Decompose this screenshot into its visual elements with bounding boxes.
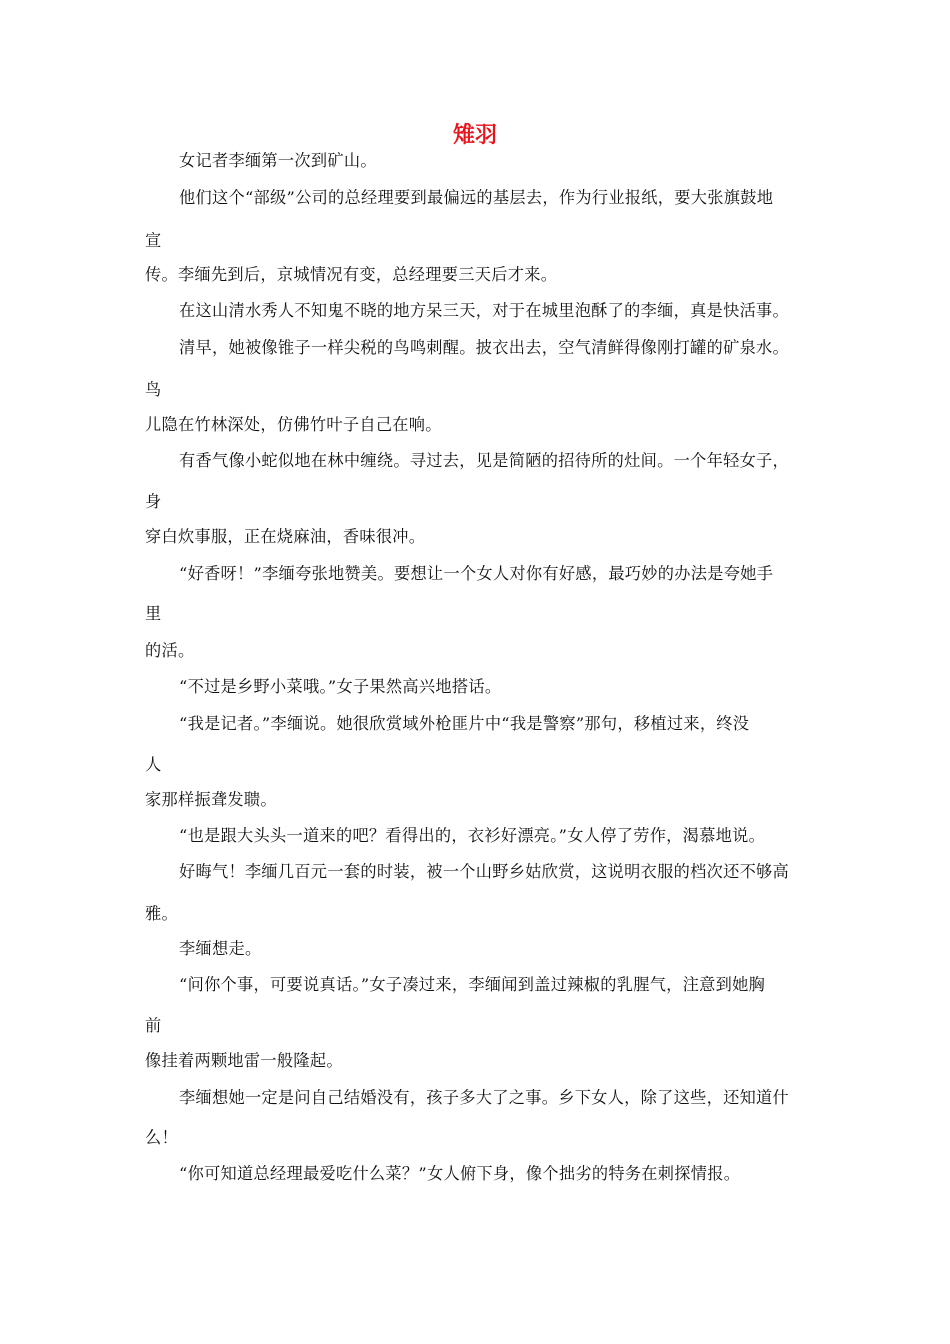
paragraph-line: 他们这个“部级”公司的总经理要到最偏远的基层去，作为行业报纸，要大张旗鼓地 bbox=[179, 188, 774, 207]
paragraph-line: 李缅想走。 bbox=[179, 939, 262, 958]
document-title: 雉羽 bbox=[452, 123, 497, 148]
paragraph-line: “不过是乡野小菜哦。”女子果然高兴地搭话。 bbox=[179, 677, 502, 696]
paragraph-line: 鸟 bbox=[145, 380, 162, 399]
paragraph-line: 像挂着两颗地雷一般隆起。 bbox=[145, 1051, 343, 1070]
paragraph-line: “你可知道总经理最爱吃什么菜？”女人俯下身，像个拙劣的特务在刺探情报。 bbox=[179, 1164, 741, 1183]
paragraph-line: 人 bbox=[145, 755, 162, 774]
paragraph-line: 么！ bbox=[145, 1128, 178, 1147]
paragraph-line: 家那样振聋发聩。 bbox=[145, 790, 277, 809]
paragraph-line: 的活。 bbox=[145, 641, 195, 660]
paragraph-line: 有香气像小蛇似地在林中缠绕。寻过去，见是简陋的招待所的灶间。一个年轻女子， bbox=[179, 451, 790, 470]
paragraph-line: 雅。 bbox=[145, 904, 178, 923]
paragraph-line: 前 bbox=[145, 1016, 162, 1035]
paragraph-line: 传。李缅先到后，京城情况有变，总经理要三天后才来。 bbox=[145, 265, 558, 284]
paragraph-line: “我是记者。”李缅说。她很欣赏域外枪匪片中“我是警察”那句，移植过来，终没 bbox=[179, 714, 750, 733]
paragraph-line: “问你个事，可要说真话。”女子凑过来，李缅闻到盖过辣椒的乳腥气，注意到她胸 bbox=[179, 975, 766, 994]
paragraph-line: “好香呀！”李缅夸张地赞美。要想让一个女人对你有好感，最巧妙的办法是夸她手 bbox=[179, 564, 774, 583]
paragraph-line: 宣 bbox=[145, 231, 162, 250]
paragraph-line: 好晦气！李缅几百元一套的时装，被一个山野乡姑欣赏，这说明衣服的档次还不够高 bbox=[179, 862, 790, 881]
paragraph-line: 身 bbox=[145, 492, 162, 511]
paragraph-line: “也是跟大头头一道来的吧？看得出的，衣衫好漂亮。”女人停了劳作，渴慕地说。 bbox=[179, 826, 766, 845]
paragraph-line: 清早，她被像锥子一样尖税的鸟鸣刺醒。披衣出去，空气清鲜得像刚打罐的矿泉水。 bbox=[179, 338, 790, 357]
paragraph-line: 里 bbox=[145, 604, 162, 623]
paragraph-line: 女记者李缅第一次到矿山。 bbox=[179, 151, 377, 170]
paragraph-line: 李缅想她一定是问自己结婚没有，孩子多大了之事。乡下女人，除了这些，还知道什 bbox=[179, 1088, 790, 1107]
paragraph-line: 穿白炊事服，正在烧麻油，香味很冲。 bbox=[145, 527, 426, 546]
paragraph-line: 儿隐在竹林深处，仿佛竹叶子自己在响。 bbox=[145, 415, 442, 434]
paragraph-line: 在这山清水秀人不知鬼不晓的地方呆三天，对于在城里泡酥了的李缅，真是快活事。 bbox=[179, 301, 790, 320]
